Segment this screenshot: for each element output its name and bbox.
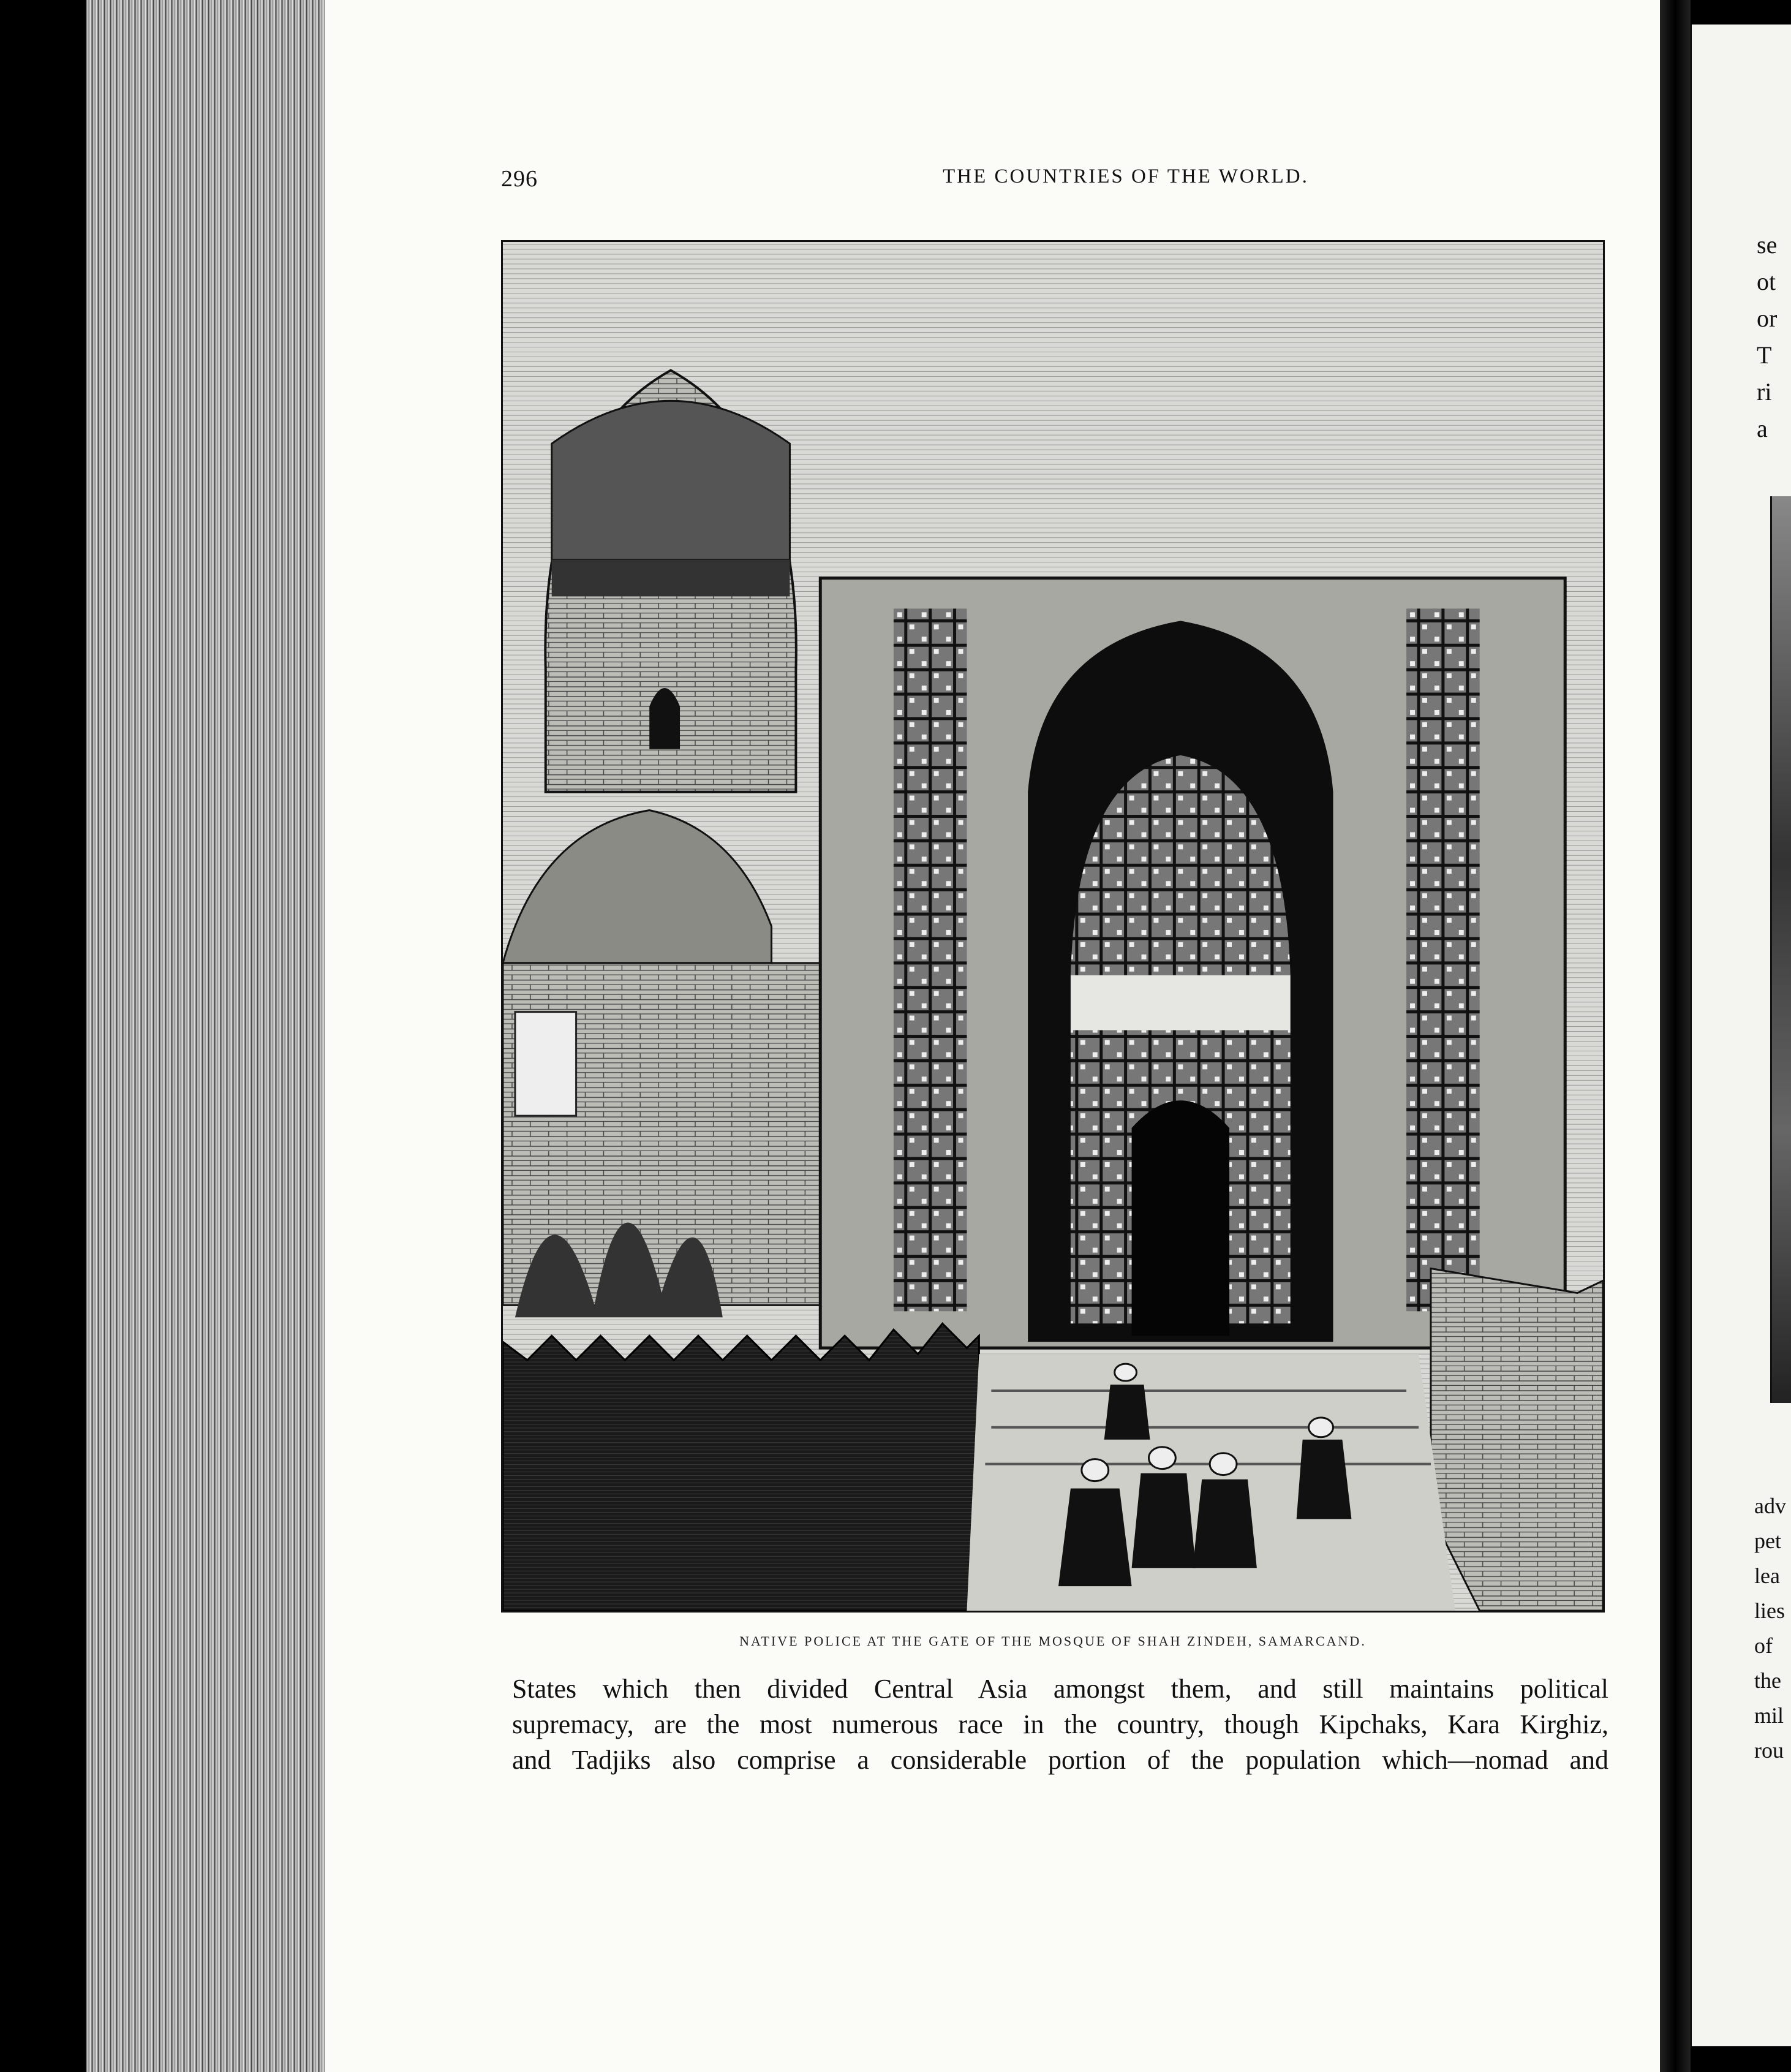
text-fragment: ot [1757,268,1776,295]
mosque-gate-engraving-icon [503,242,1603,1611]
right-page-text-bottom [1754,1489,1791,1768]
text-fragment: mil [1754,1703,1784,1728]
body-line: supremacy, are the most numerous race in the country, though Kipchaks, Kara Kirghiz, [512,1709,1608,1739]
right-page-text-top [1757,227,1791,447]
body-text [512,1671,1608,1778]
text-fragment: T [1757,341,1772,369]
text-fragment: se [1757,231,1778,259]
running-head [501,165,1610,196]
body-line: States which then divided Central Asia amongst them, and still maintains political [512,1674,1608,1704]
text-fragment: adv [1754,1494,1786,1518]
book-gutter [1660,0,1691,2072]
text-fragment: the [1754,1668,1781,1693]
book-page-edges [86,0,331,2072]
text-fragment: ri [1757,378,1772,406]
page-number: 296 [501,166,538,192]
text-fragment: lea [1754,1563,1780,1588]
text-fragment: lies [1754,1598,1785,1623]
text-fragment: a [1757,415,1768,442]
engraving-illustration [501,240,1605,1613]
text-fragment: or [1757,304,1778,332]
illustration-caption: NATIVE POLICE AT THE GATE OF THE MOSQUE OF SHAH ZINDEH, SAMARCAND. [739,1633,1367,1649]
right-page-illustration [1770,496,1791,1403]
text-fragment: of [1754,1633,1773,1658]
text-fragment: rou [1754,1738,1784,1763]
body-line: and Tadjiks also comprise a considerable portion of the population which—nomad and [512,1745,1608,1775]
running-title: THE COUNTRIES OF THE WORLD. [943,165,1309,187]
text-fragment: pet [1754,1529,1781,1553]
